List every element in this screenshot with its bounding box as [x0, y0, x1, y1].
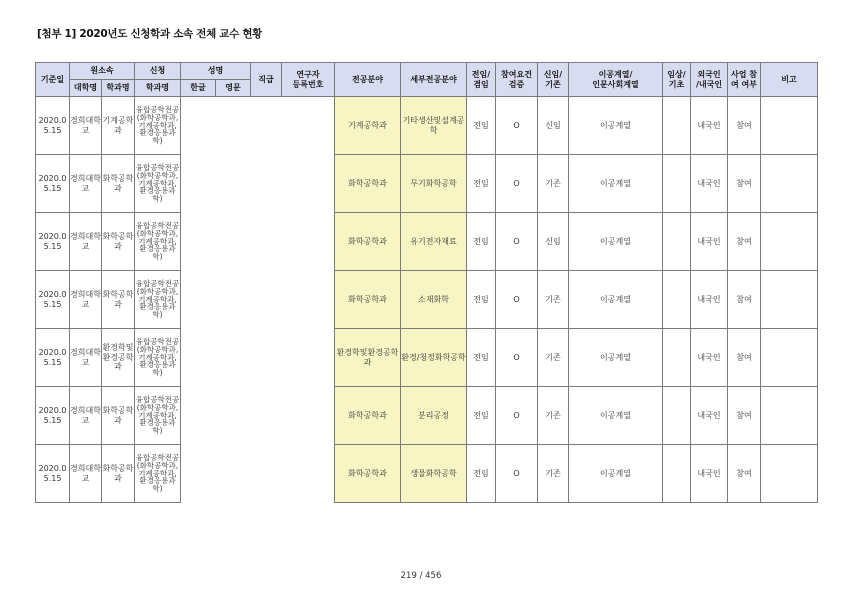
cell-field-type: 이공계열 [569, 271, 663, 329]
cell-name-kr [181, 155, 216, 213]
cell-position [251, 155, 282, 213]
header-field-type: 이공계열/ 인문사회계열 [569, 63, 663, 97]
cell-dept: 화학공학과 [102, 155, 135, 213]
header-applied-dept: 학과명 [135, 80, 181, 97]
cell-clinical [663, 329, 691, 387]
header-major-field: 전공분야 [335, 63, 401, 97]
table-row [36, 271, 818, 329]
header-applied: 신청 [135, 63, 181, 80]
cell-researcher-no [282, 329, 335, 387]
cell-univ: 경희대학교 [70, 271, 102, 329]
document-title: [첨부 1] 2020년도 신청학과 소속 전체 교수 현황 [37, 28, 263, 40]
cell-position [251, 445, 282, 503]
cell-detail-field: 환경/청정화학공학 [401, 329, 467, 387]
cell-researcher-no [282, 445, 335, 503]
cell-researcher-no [282, 213, 335, 271]
cell-new-existing: 신임 [538, 97, 569, 155]
cell-fulltime: 전임 [467, 155, 496, 213]
cell-new-existing: 신임 [538, 213, 569, 271]
cell-univ: 경희대학교 [70, 213, 102, 271]
cell-fulltime: 전임 [467, 213, 496, 271]
cell-univ: 경희대학교 [70, 387, 102, 445]
cell-researcher-no [282, 387, 335, 445]
cell-project: 참여 [728, 155, 761, 213]
cell-detail-field: 소재화학 [401, 271, 467, 329]
cell-position [251, 387, 282, 445]
cell-nationality: 내국인 [691, 387, 728, 445]
cell-major-field: 기계공학과 [335, 97, 401, 155]
cell-name-kr [181, 271, 216, 329]
header-nationality: 외국인 /내국인 [691, 63, 728, 97]
cell-project: 참여 [728, 271, 761, 329]
cell-detail-field: 분리공정 [401, 387, 467, 445]
table-row [36, 97, 818, 155]
cell-name-en [216, 213, 251, 271]
header-clinical: 임상/ 기초 [663, 63, 691, 97]
cell-participation: O [496, 445, 538, 503]
cell-name-en [216, 329, 251, 387]
cell-major-field: 화학공학과 [335, 387, 401, 445]
cell-researcher-no [282, 271, 335, 329]
cell-new-existing: 기존 [538, 271, 569, 329]
cell-fulltime: 전임 [467, 97, 496, 155]
header-project: 사업 참 여 여부 [728, 63, 761, 97]
cell-position [251, 271, 282, 329]
cell-new-existing: 기존 [538, 445, 569, 503]
table-row [36, 329, 818, 387]
cell-major-field: 환경학및환경공학과 [335, 329, 401, 387]
cell-clinical [663, 445, 691, 503]
cell-field-type: 이공계열 [569, 97, 663, 155]
cell-field-type: 이공계열 [569, 213, 663, 271]
cell-applied-dept: 융합공학전공(화학공학과,기계공학과,환경응용과학) [135, 329, 181, 387]
cell-note [761, 387, 818, 445]
cell-note [761, 97, 818, 155]
cell-clinical [663, 271, 691, 329]
cell-univ: 경희대학교 [70, 97, 102, 155]
cell-project: 참여 [728, 387, 761, 445]
cell-nationality: 내국인 [691, 271, 728, 329]
cell-univ: 경희대학교 [70, 155, 102, 213]
cell-participation: O [496, 155, 538, 213]
cell-name-kr [181, 387, 216, 445]
faculty-roster-table [35, 62, 818, 503]
cell-major-field: 화학공학과 [335, 271, 401, 329]
cell-fulltime: 전임 [467, 445, 496, 503]
header-fulltime: 전임/ 겸임 [467, 63, 496, 97]
cell-clinical [663, 155, 691, 213]
cell-new-existing: 기존 [538, 387, 569, 445]
header-univ-name: 대학명 [70, 80, 102, 97]
cell-name-en [216, 387, 251, 445]
cell-new-existing: 기존 [538, 155, 569, 213]
cell-name-kr [181, 445, 216, 503]
cell-detail-field: 기타생산및설계공학 [401, 97, 467, 155]
cell-applied-dept: 융합공학전공(화학공학과,기계공학과,환경응용과학) [135, 213, 181, 271]
cell-name-en [216, 271, 251, 329]
cell-position [251, 97, 282, 155]
header-affiliation: 원소속 [70, 63, 135, 80]
header-name: 성명 [181, 63, 251, 80]
cell-clinical [663, 387, 691, 445]
cell-dept: 화학공학과 [102, 213, 135, 271]
cell-name-en [216, 155, 251, 213]
table-row [36, 155, 818, 213]
cell-dept: 화학공학과 [102, 445, 135, 503]
cell-date: 2020.05.15 [36, 329, 70, 387]
cell-fulltime: 전임 [467, 387, 496, 445]
header-dept-name: 학과명 [102, 80, 135, 97]
cell-applied-dept: 융합공학전공(화학공학과,기계공학과,환경응용과학) [135, 445, 181, 503]
cell-univ: 경희대학교 [70, 445, 102, 503]
cell-name-kr [181, 329, 216, 387]
roster-body [36, 97, 818, 503]
cell-dept: 화학공학과 [102, 387, 135, 445]
cell-nationality: 내국인 [691, 445, 728, 503]
cell-note [761, 213, 818, 271]
cell-detail-field: 생물화학공학 [401, 445, 467, 503]
cell-name-en [216, 97, 251, 155]
header-participation: 참여요건 검증 [496, 63, 538, 97]
table-row [36, 213, 818, 271]
header-base-date: 기준일 [36, 63, 70, 97]
cell-field-type: 이공계열 [569, 155, 663, 213]
cell-new-existing: 기존 [538, 329, 569, 387]
header-new-existing: 신임/ 기존 [538, 63, 569, 97]
cell-field-type: 이공계열 [569, 445, 663, 503]
cell-participation: O [496, 97, 538, 155]
cell-name-kr [181, 213, 216, 271]
cell-note [761, 329, 818, 387]
header-detail-field: 세부전공분야 [401, 63, 467, 97]
cell-date: 2020.05.15 [36, 445, 70, 503]
cell-researcher-no [282, 97, 335, 155]
cell-note [761, 271, 818, 329]
cell-date: 2020.05.15 [36, 213, 70, 271]
table-row [36, 445, 818, 503]
cell-univ: 경희대학교 [70, 329, 102, 387]
cell-applied-dept: 융합공학전공(화학공학과,기계공학과,환경응용과학) [135, 97, 181, 155]
cell-date: 2020.05.15 [36, 155, 70, 213]
cell-participation: O [496, 271, 538, 329]
cell-dept: 화학공학과 [102, 271, 135, 329]
header-researcher-no: 연구자 등록번호 [282, 63, 335, 97]
cell-position [251, 213, 282, 271]
cell-clinical [663, 213, 691, 271]
cell-name-en [216, 445, 251, 503]
cell-applied-dept: 융합공학전공(화학공학과,기계공학과,환경응용과학) [135, 387, 181, 445]
cell-project: 참여 [728, 445, 761, 503]
cell-major-field: 화학공학과 [335, 445, 401, 503]
cell-dept: 기계공학과 [102, 97, 135, 155]
cell-project: 참여 [728, 329, 761, 387]
table-row [36, 387, 818, 445]
cell-date: 2020.05.15 [36, 271, 70, 329]
cell-dept: 환경학및환경공학과 [102, 329, 135, 387]
cell-major-field: 화학공학과 [335, 213, 401, 271]
page-number: 219 / 456 [400, 571, 442, 581]
header-name-en: 영문 [216, 80, 251, 97]
cell-position [251, 329, 282, 387]
cell-field-type: 이공계열 [569, 329, 663, 387]
cell-applied-dept: 융합공학전공(화학공학과,기계공학과,환경응용과학) [135, 271, 181, 329]
cell-nationality: 내국인 [691, 97, 728, 155]
cell-detail-field: 유기전자재료 [401, 213, 467, 271]
header-position: 직급 [251, 63, 282, 97]
cell-name-kr [181, 97, 216, 155]
cell-participation: O [496, 213, 538, 271]
cell-nationality: 내국인 [691, 329, 728, 387]
cell-participation: O [496, 387, 538, 445]
cell-project: 참여 [728, 97, 761, 155]
cell-major-field: 화학공학과 [335, 155, 401, 213]
cell-note [761, 445, 818, 503]
header-name-kr: 한글 [181, 80, 216, 97]
cell-researcher-no [282, 155, 335, 213]
cell-nationality: 내국인 [691, 155, 728, 213]
cell-detail-field: 무기화학공학 [401, 155, 467, 213]
cell-fulltime: 전임 [467, 271, 496, 329]
cell-project: 참여 [728, 213, 761, 271]
cell-nationality: 내국인 [691, 213, 728, 271]
cell-field-type: 이공계열 [569, 387, 663, 445]
cell-participation: O [496, 329, 538, 387]
cell-date: 2020.05.15 [36, 97, 70, 155]
cell-date: 2020.05.15 [36, 387, 70, 445]
cell-fulltime: 전임 [467, 329, 496, 387]
cell-note [761, 155, 818, 213]
header-note: 비고 [761, 63, 818, 97]
cell-applied-dept: 융합공학전공(화학공학과,기계공학과,환경응용과학) [135, 155, 181, 213]
cell-clinical [663, 97, 691, 155]
